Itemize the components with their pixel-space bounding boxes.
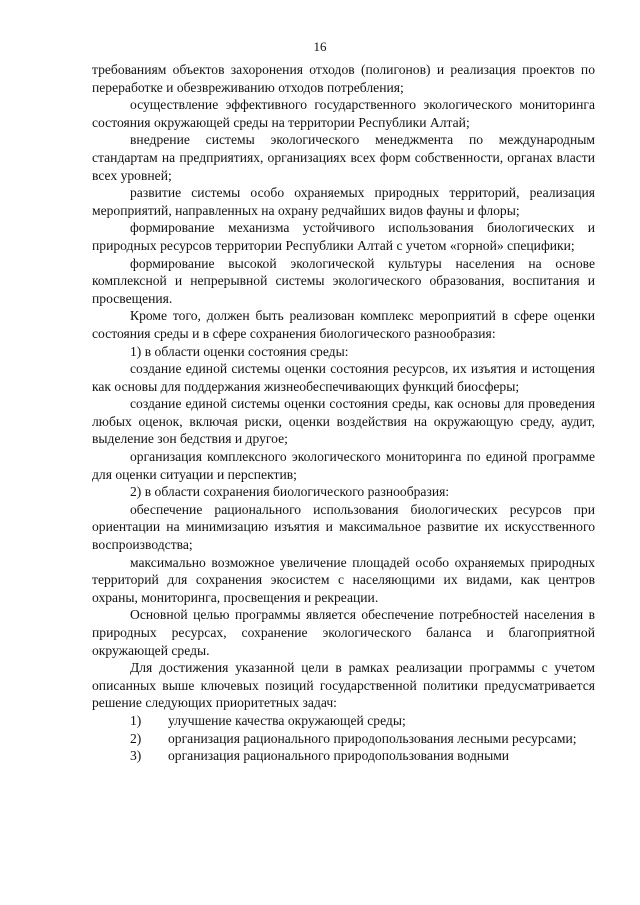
paragraph: формирование механизма устойчивого использования биологических и природных ресурсов территории Республики Алтай с учетом «горной» специфики; (92, 220, 595, 253)
paragraph: Для достижения указанной цели в рамках реализации программы с учетом описанных выше ключевых позиций государственной политики предусматривается решение следующих приоритетных задач: (92, 660, 595, 711)
paragraph: формирование высокой экологической культуры населения на основе комплексной и непрерывной системы экологического образования, воспитания и просвещения. (92, 255, 595, 306)
paragraph: осуществление эффективного государственного экологического мониторинга состояния окружающей среды на территории Республики Алтай; (92, 97, 595, 130)
paragraph: 2) в области сохранения биологического разнообразия: (130, 484, 450, 500)
task-text: организация рационального природопользования водными (168, 748, 510, 764)
numbered-task (92, 747, 595, 765)
paragraph: создание единой системы оценки состояния ресурсов, их изъятия и истощения как основы для поддержания жизнеобеспечивающих функций биосферы; (92, 361, 595, 394)
paragraph: развитие системы особо охраняемых природных территорий, реализация мероприятий, направленных на охрану редчайших видов фауны и флоры; (92, 185, 595, 218)
numbered-task (92, 712, 595, 730)
task-number: 2) (130, 730, 142, 746)
task-number: 3) (130, 748, 142, 764)
paragraph: Основной целью программы является обеспечение потребностей населения в природных ресурсах, сохранение экологического баланса и благоприятной окружающей среды. (92, 607, 595, 658)
paragraph: организация комплексного экологического мониторинга по единой программе для оценки ситуации и перспектив; (92, 449, 595, 482)
task-text: улучшение качества окружающей среды; (168, 712, 406, 728)
paragraph: создание единой системы оценки состояния среды, как основы для проведения любых оценок, включая риски, оценки воздействия на окружающую среду, аудит, выделение зон бедствия и другое; (92, 396, 595, 447)
task-text: организация рационального природопользования лесными ресурсами; (168, 730, 577, 746)
document-body (92, 61, 595, 765)
paragraph: требованиям объектов захоронения отходов (полигонов) и реализация проектов по переработке и обезвреживанию отходов потребления; (92, 62, 595, 95)
task-number: 1) (130, 712, 142, 728)
paragraph: максимально возможное увеличение площадей особо охраняемых природных территорий для сохранения экосистем с населяющими их видами, как центров охраны, мониторинга, просвещения и рекреации. (92, 554, 595, 605)
page-number: 16 (313, 39, 327, 54)
paragraph: 1) в области оценки состояния среды: (130, 343, 349, 359)
paragraph: внедрение системы экологического менеджмента по международным стандартам на предприятиях, организациях всех форм собственности, органах власти всех уровней; (92, 132, 595, 183)
paragraph: Кроме того, должен быть реализован комплекс мероприятий в сфере оценки состояния среды и в сфере сохранения биологического разнообразия: (92, 308, 595, 341)
numbered-task (92, 730, 595, 748)
paragraph: обеспечение рационального использования биологических ресурсов при ориентации на минимизацию изъятия и максимальное развитие их искусственного воспроизводства; (92, 501, 595, 553)
